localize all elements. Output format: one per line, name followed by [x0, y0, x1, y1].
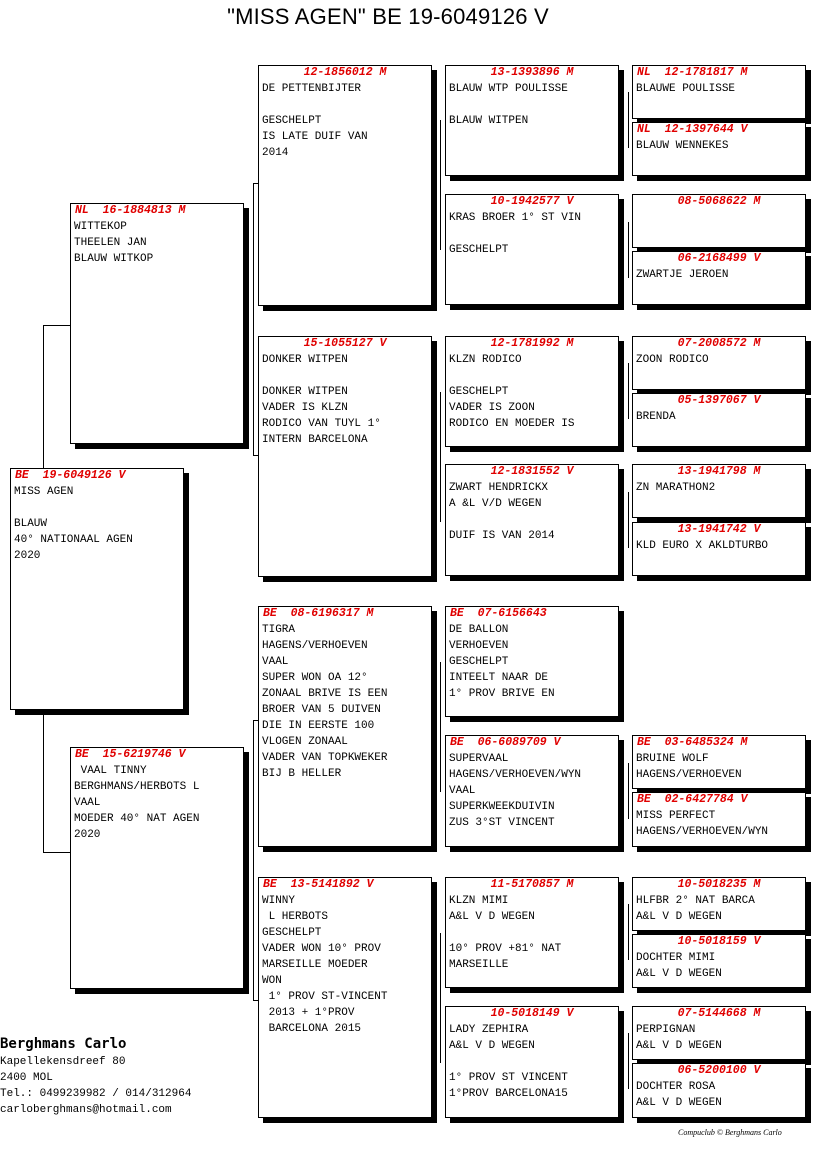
connector-line [628, 363, 629, 419]
ring-number: 13-1941798 M [677, 465, 761, 478]
ring-number: NL 12-1781817 M [637, 66, 748, 79]
pedigree-card-g5-3 [632, 194, 806, 248]
pedigree-card-dam-dam [258, 877, 432, 1118]
ring-number: 07-5144668 M [677, 1007, 761, 1020]
connector-line [628, 92, 629, 148]
ring-number: 12-1831552 V [490, 465, 574, 478]
card-text: MISS PERFECT HAGENS/VERHOEVEN/WYN [636, 810, 769, 838]
card-text: ZWART HENDRICKX A &L V/D WEGEN DUIF IS VAN 2014 [449, 482, 555, 542]
card-text [633, 208, 805, 210]
pedigree-card-g5-12 [632, 934, 806, 988]
connector-line [628, 1033, 629, 1089]
ring-number: 05-1397067 V [677, 394, 761, 407]
pedigree-card-g4-3 [445, 336, 619, 447]
ring-number: BE 06-6089709 V [450, 736, 561, 749]
footer-credit: Compuclub © Berghmans Carlo [678, 1128, 782, 1137]
pedigree-card-g4-2 [445, 194, 619, 305]
connector-line [253, 325, 254, 455]
pedigree-card-g4-8 [445, 1006, 619, 1118]
card-text: KRAS BROER 1° ST VIN GESCHELPT [449, 212, 582, 256]
pedigree-card-g5-14 [632, 1063, 806, 1118]
card-text: WITTEKOP THEELEN JAN BLAUW WITKOP [74, 221, 154, 265]
ring-number: 13-1393896 M [490, 66, 574, 79]
pedigree-card-g5-1 [632, 65, 806, 119]
connector-line [440, 933, 441, 1063]
ring-number: BE 02-6427784 V [637, 793, 748, 806]
pedigree-card-subject [10, 468, 184, 710]
owner-info [0, 1034, 191, 1118]
ring-number: BE 19-6049126 V [15, 469, 126, 482]
connector-line [253, 850, 254, 1000]
pedigree-card-g5-11 [632, 877, 806, 931]
connector-line [43, 325, 44, 468]
owner-email: carloberghmans@hotmail.com [0, 1104, 172, 1116]
ring-number: 12-1781992 M [490, 337, 574, 350]
ring-number: BE 13-5141892 V [263, 878, 374, 891]
ring-number: 08-5068622 M [677, 195, 761, 208]
card-text: ZWARTJE JEROEN [636, 269, 729, 281]
connector-line [43, 712, 44, 852]
card-text: DOCHTER ROSA A&L V D WEGEN [636, 1081, 722, 1109]
card-text: WINNY L HERBOTS GESCHELPT VADER WON 10° PROV MARSEILLE MOEDER WON 1° PROV ST-VINCENT 2013 + 1°PROV BARCELONA 2015 [262, 895, 388, 1035]
ring-number: 13-1941742 V [677, 523, 761, 536]
card-text: DONKER WITPEN DONKER WITPEN VADER IS KLZN RODICO VAN TUYL 1° INTERN BARCELONA [262, 354, 381, 446]
connector-line [440, 662, 441, 792]
connector-line [628, 222, 629, 278]
connector-line [628, 763, 629, 819]
connector-line [440, 120, 441, 250]
card-text: TIGRA HAGENS/VERHOEVEN VAAL SUPER WON OA 12° ZONAAL BRIVE IS EEN BROER VAN 5 DUIVEN DIE IN EERSTE 100 VLOGEN ZONAAL VADER VAN TOPKWEKER BIJ B HELLER [262, 624, 388, 780]
card-text: MISS AGEN BLAUW 40° NATIONAAL AGEN 2020 [14, 486, 133, 562]
ring-number: BE 15-6219746 V [75, 748, 186, 761]
pedigree-card-g4-5 [445, 606, 619, 717]
ring-number: BE 03-6485324 M [637, 736, 748, 749]
card-text: VAAL TINNY BERGHMANS/HERBOTS L VAAL MOEDER 40° NAT AGEN 2020 [74, 765, 200, 841]
card-text: DE PETTENBIJTER GESCHELPT IS LATE DUIF VAN 2014 [262, 83, 368, 159]
connector-line [253, 183, 254, 328]
ring-number: 12-1856012 M [303, 66, 387, 79]
ring-number: BE 08-6196317 M [263, 607, 374, 620]
card-text: BLAUW WENNEKES [636, 140, 729, 152]
card-text: HLFBR 2° NAT BARCA A&L V D WEGEN [636, 895, 755, 923]
ring-number: 10-1942577 V [490, 195, 574, 208]
ring-number: BE 07-6156643 [450, 607, 547, 620]
pedigree-card-g4-6 [445, 735, 619, 847]
pedigree-card-g5-4 [632, 251, 806, 305]
pedigree-card-g5-5 [632, 336, 806, 390]
card-text: BRUINE WOLF HAGENS/VERHOEVEN [636, 753, 742, 781]
card-text: DE BALLON VERHOEVEN GESCHELPT INTEELT NAAR DE 1° PROV BRIVE EN [449, 624, 555, 700]
ring-number: NL 16-1884813 M [75, 204, 186, 217]
card-text: KLD EURO X AKLDTURBO [636, 540, 769, 552]
card-text: KLZN MIMI A&L V D WEGEN 10° PROV +81° NAT MARSEILLE [449, 895, 562, 971]
card-text: BLAUWE POULISSE [636, 83, 736, 95]
ring-number: 06-5200100 V [677, 1064, 761, 1077]
pedigree-card-dam-sire [258, 606, 432, 847]
connector-line [253, 720, 254, 850]
card-text: ZN MARATHON2 [636, 482, 716, 494]
ring-number: 15-1055127 V [303, 337, 387, 350]
owner-address: Kapellekensdreef 80 [0, 1056, 126, 1068]
pedigree-card-g5-7 [632, 464, 806, 518]
card-text: DOCHTER MIMI A&L V D WEGEN [636, 952, 722, 980]
connector-line [628, 904, 629, 960]
card-text: BLAUW WTP POULISSE BLAUW WITPEN [449, 83, 568, 127]
connector-line [43, 852, 70, 853]
pedigree-card-g5-2 [632, 122, 806, 176]
connector-line [440, 392, 441, 522]
pedigree-card-g5-13 [632, 1006, 806, 1060]
pedigree-card-g4-4 [445, 464, 619, 576]
page-title: "MISS AGEN" BE 19-6049126 V [227, 4, 549, 29]
ring-number: 10-5018159 V [677, 935, 761, 948]
card-text: SUPERVAAL HAGENS/VERHOEVEN/WYN VAAL SUPERKWEEKDUIVIN ZUS 3°ST VINCENT [449, 753, 582, 829]
pedigree-card-g5-10 [632, 792, 806, 847]
connector-line [43, 325, 70, 326]
pedigree-card-g5-6 [632, 393, 806, 447]
card-text: ZOON RODICO [636, 354, 709, 366]
pedigree-card-g4-7 [445, 877, 619, 988]
card-text: BRENDA [636, 411, 676, 423]
card-text: LADY ZEPHIRA A&L V D WEGEN 1° PROV ST VINCENT 1°PROV BARCELONA15 [449, 1024, 568, 1100]
pedigree-card-g5-8 [632, 522, 806, 576]
pedigree-card-sire [70, 203, 244, 444]
pedigree-card-g4-1 [445, 65, 619, 176]
ring-number: 06-2168499 V [677, 252, 761, 265]
ring-number: 10-5018235 M [677, 878, 761, 891]
pedigree-card-sire-sire [258, 65, 432, 306]
card-text: PERPIGNAN A&L V D WEGEN [636, 1024, 722, 1052]
pedigree-card-dam [70, 747, 244, 989]
ring-number: 10-5018149 V [490, 1007, 574, 1020]
pedigree-card-sire-dam [258, 336, 432, 577]
connector-line [628, 492, 629, 548]
card-text: KLZN RODICO GESCHELPT VADER IS ZOON RODICO EN MOEDER IS [449, 354, 575, 430]
pedigree-card-g5-9 [632, 735, 806, 789]
ring-number: 07-2008572 M [677, 337, 761, 350]
owner-city: 2400 MOL [0, 1072, 53, 1084]
owner-name: Berghmans Carlo [0, 1036, 127, 1052]
ring-number: 11-5170857 M [490, 878, 574, 891]
owner-phone: Tel.: 0499239982 / 014/312964 [0, 1088, 192, 1100]
ring-number: NL 12-1397644 V [637, 123, 748, 136]
